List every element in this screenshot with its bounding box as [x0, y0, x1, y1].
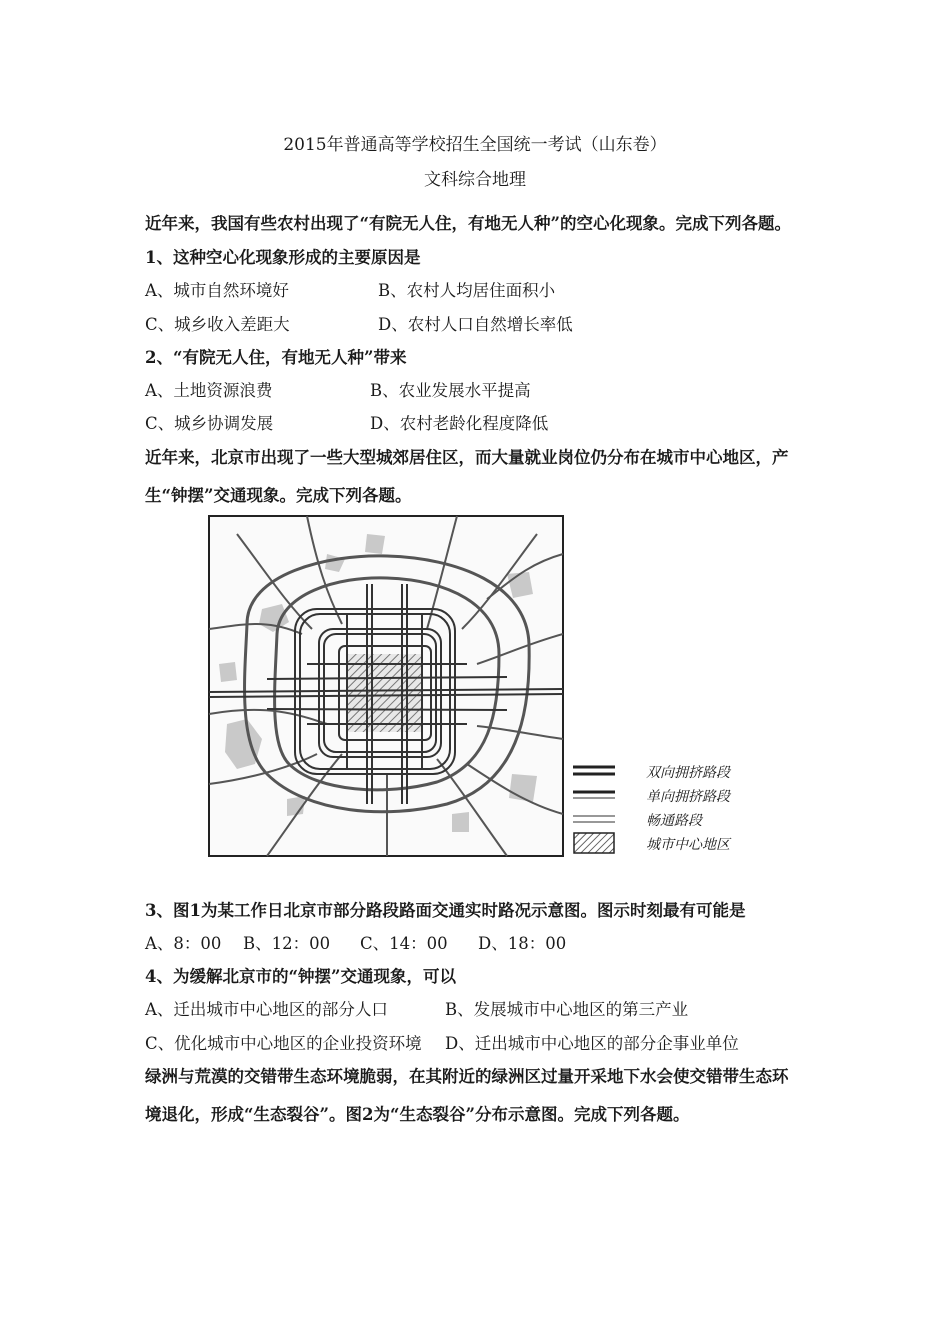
legend-swatch-single-congested	[573, 788, 615, 802]
intro-paragraph-2-line-1: 近年来，北京市出现了一些大型城郊居住区，而大量就业岗位仍分布在城市中心地区，产	[145, 448, 789, 467]
legend-label-single-congested: 单向拥挤路段	[646, 789, 730, 805]
question-2-option-a: A、土地资源浪费	[145, 381, 273, 400]
question-1-stem: 1、这种空心化现象形成的主要原因是	[145, 248, 421, 267]
legend-label-city-centre: 城市中心地区	[646, 837, 730, 853]
intro-paragraph-1: 近年来，我国有些农村出现了“有院无人住，有地无人种”的空心化现象。完成下列各题。	[145, 214, 791, 233]
question-3-option-c: C、14：00	[360, 934, 448, 953]
question-2-option-d: D、农村老龄化程度降低	[370, 414, 549, 433]
question-4-stem: 4、为缓解北京市的“钟摆”交通现象，可以	[145, 967, 456, 986]
question-2-option-c: C、城乡协调发展	[145, 414, 274, 433]
intro-paragraph-3-line-2: 境退化，形成“生态裂谷”。图2为“生态裂谷”分布示意图。完成下列各题。	[145, 1105, 690, 1124]
legend-swatch-double-congested	[573, 764, 615, 778]
question-1-option-a: A、城市自然环境好	[145, 281, 289, 300]
question-2-stem: 2、“有院无人住，有地无人种”带来	[145, 348, 407, 367]
question-3-stem: 3、图1为某工作日北京市部分路段路面交通实时路况示意图。图示时刻最有可能是	[145, 901, 746, 920]
question-4-option-d: D、迁出城市中心地区的部分企事业单位	[445, 1034, 739, 1053]
question-1-option-c: C、城乡收入差距大	[145, 315, 290, 334]
question-4-option-a: A、迁出城市中心地区的部分人口	[145, 1000, 388, 1019]
question-3-option-b: B、12：00	[243, 934, 331, 953]
question-3-option-a: A、8：00	[145, 934, 222, 953]
intro-paragraph-2-line-2: 生“钟摆”交通现象。完成下列各题。	[145, 486, 412, 505]
legend-swatch-city-centre	[573, 832, 615, 854]
question-1-option-b: B、农村人均居住面积小	[378, 281, 556, 300]
beijing-traffic-map	[207, 514, 565, 858]
question-1-option-d: D、农村人口自然增长率低	[378, 315, 573, 334]
city-centre-area	[347, 654, 423, 732]
question-4-option-b: B、发展城市中心地区的第三产业	[445, 1000, 689, 1019]
exam-title: 2015年普通高等学校招生全国统一考试（山东卷）	[283, 135, 667, 155]
question-4-option-c: C、优化城市中心地区的企业投资环境	[145, 1034, 422, 1053]
legend-swatch-smooth	[573, 812, 615, 826]
intro-paragraph-3-line-1: 绿洲与荒漠的交错带生态环境脆弱，在其附近的绿洲区过量开采地下水会使交错带生态环	[145, 1067, 789, 1086]
question-2-option-b: B、农业发展水平提高	[370, 381, 531, 400]
question-3-option-d: D、18：00	[478, 934, 567, 953]
exam-subtitle: 文科综合地理	[424, 170, 526, 190]
legend-label-double-congested: 双向拥挤路段	[646, 765, 730, 781]
legend-label-smooth: 畅通路段	[646, 813, 702, 829]
